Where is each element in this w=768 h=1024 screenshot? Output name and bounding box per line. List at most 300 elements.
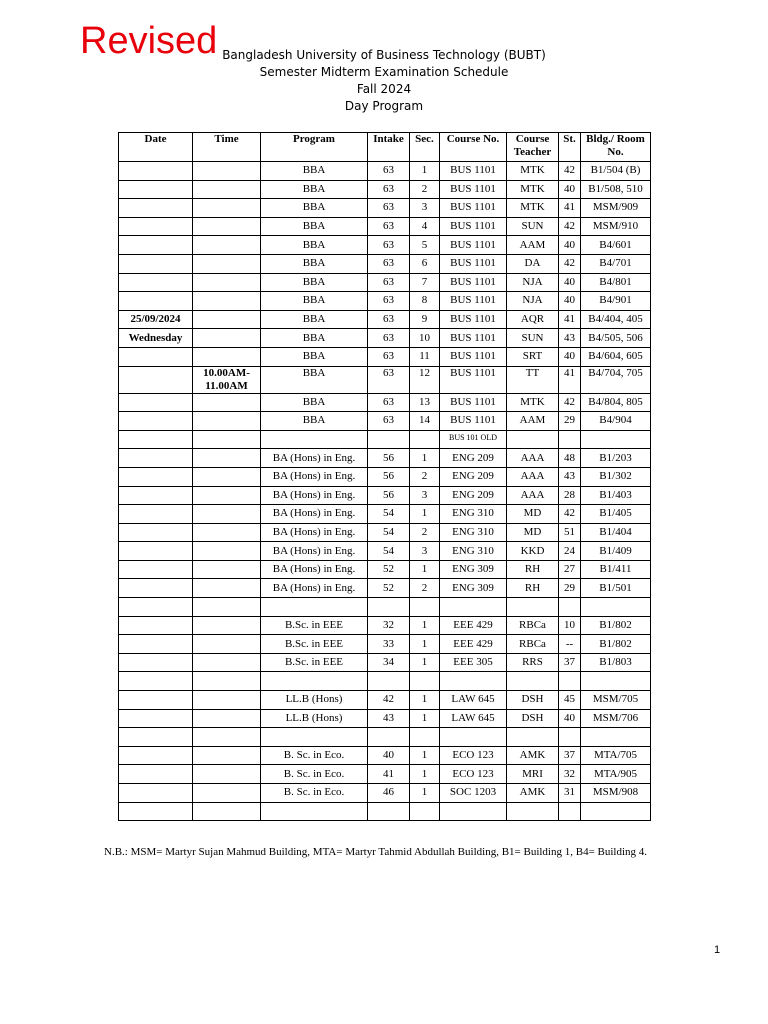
cell-room: B1/302 xyxy=(581,467,651,486)
cell-room: MSM/908 xyxy=(581,784,651,803)
cell-room: B1/802 xyxy=(581,616,651,635)
cell-time xyxy=(193,784,261,803)
cell-section: 3 xyxy=(410,542,440,561)
cell-teacher: RBCa xyxy=(507,616,559,635)
cell-program: BBA xyxy=(261,412,368,431)
cell-section xyxy=(410,430,440,449)
cell-time xyxy=(193,616,261,635)
cell-intake: 52 xyxy=(368,560,410,579)
cell-date xyxy=(119,393,193,412)
table-row xyxy=(119,784,651,803)
table-row xyxy=(119,635,651,654)
cell-date xyxy=(119,236,193,255)
cell-teacher: MTK xyxy=(507,199,559,218)
cell-program: BBA xyxy=(261,254,368,273)
cell-time xyxy=(193,523,261,542)
cell-program: BA (Hons) in Eng. xyxy=(261,486,368,505)
cell-date xyxy=(119,467,193,486)
cell-room: B1/501 xyxy=(581,579,651,598)
cell-intake: 54 xyxy=(368,505,410,524)
cell-room xyxy=(581,728,651,747)
cell-program xyxy=(261,802,368,821)
cell-course-no: BUS 1101 xyxy=(440,217,507,236)
cell-date xyxy=(119,616,193,635)
cell-date xyxy=(119,653,193,672)
cell-intake: 63 xyxy=(368,347,410,366)
cell-program: BA (Hons) in Eng. xyxy=(261,505,368,524)
cell-room: MSM/705 xyxy=(581,691,651,710)
table-row xyxy=(119,505,651,524)
cell-date xyxy=(119,505,193,524)
cell-students: 40 xyxy=(559,236,581,255)
cell-time: 10.00AM-11.00AM xyxy=(193,366,261,393)
cell-students: 28 xyxy=(559,486,581,505)
cell-teacher xyxy=(507,672,559,691)
cell-time xyxy=(193,598,261,617)
cell-section: 1 xyxy=(410,784,440,803)
cell-students: 51 xyxy=(559,523,581,542)
cell-students: 43 xyxy=(559,467,581,486)
cell-teacher: AAA xyxy=(507,486,559,505)
cell-date: 25/09/2024 xyxy=(119,310,193,329)
col-header-time: Time xyxy=(193,133,261,162)
cell-time xyxy=(193,560,261,579)
table-row xyxy=(119,560,651,579)
cell-course-no xyxy=(440,728,507,747)
cell-students: 48 xyxy=(559,449,581,468)
col-header-course-no: Course No. xyxy=(440,133,507,162)
cell-intake: 63 xyxy=(368,366,410,393)
cell-program: B. Sc. in Eco. xyxy=(261,746,368,765)
cell-date xyxy=(119,728,193,747)
cell-students xyxy=(559,728,581,747)
cell-teacher: NJA xyxy=(507,292,559,311)
cell-time xyxy=(193,486,261,505)
cell-room xyxy=(581,430,651,449)
cell-intake: 54 xyxy=(368,523,410,542)
table-row xyxy=(119,347,651,366)
col-header-program: Program xyxy=(261,133,368,162)
table-row xyxy=(119,598,651,617)
table-row xyxy=(119,746,651,765)
footnote: N.B.: MSM= Martyr Sujan Mahmud Building, MTA= Martyr Tahmid Abdullah Building, B1= Building 1, B4= Building 4. xyxy=(104,846,648,858)
cell-program: BBA xyxy=(261,217,368,236)
university-name: Bangladesh University of Business Technology (BUBT) xyxy=(222,48,546,62)
cell-course-no xyxy=(440,802,507,821)
cell-teacher: NJA xyxy=(507,273,559,292)
cell-time xyxy=(193,542,261,561)
cell-intake: 40 xyxy=(368,746,410,765)
cell-time xyxy=(193,393,261,412)
cell-room: B4/804, 805 xyxy=(581,393,651,412)
cell-program xyxy=(261,430,368,449)
cell-teacher: DSH xyxy=(507,691,559,710)
cell-teacher: SUN xyxy=(507,329,559,348)
cell-students xyxy=(559,430,581,449)
table-row xyxy=(119,467,651,486)
cell-intake: 46 xyxy=(368,784,410,803)
cell-program xyxy=(261,672,368,691)
cell-section xyxy=(410,728,440,747)
cell-course-no: LAW 645 xyxy=(440,691,507,710)
cell-room: B4/701 xyxy=(581,254,651,273)
page-number: 1 xyxy=(714,944,721,956)
cell-room: B4/904 xyxy=(581,412,651,431)
cell-teacher: AQR xyxy=(507,310,559,329)
cell-course-no: BUS 1101 xyxy=(440,162,507,181)
cell-time xyxy=(193,653,261,672)
cell-students: 29 xyxy=(559,579,581,598)
cell-time xyxy=(193,199,261,218)
cell-course-no: ECO 123 xyxy=(440,765,507,784)
cell-program: BBA xyxy=(261,347,368,366)
cell-students: 43 xyxy=(559,329,581,348)
cell-date xyxy=(119,199,193,218)
cell-program: BBA xyxy=(261,292,368,311)
cell-room: MTA/905 xyxy=(581,765,651,784)
table-header-row xyxy=(119,133,651,162)
cell-program: BBA xyxy=(261,162,368,181)
cell-intake: 63 xyxy=(368,292,410,311)
term-label: Fall 2024 xyxy=(356,82,412,96)
cell-room: B4/601 xyxy=(581,236,651,255)
cell-time xyxy=(193,691,261,710)
cell-teacher: RH xyxy=(507,560,559,579)
cell-students: 42 xyxy=(559,505,581,524)
cell-time xyxy=(193,217,261,236)
cell-teacher xyxy=(507,728,559,747)
table-row xyxy=(119,292,651,311)
cell-room: B4/404, 405 xyxy=(581,310,651,329)
cell-course-no: SOC 1203 xyxy=(440,784,507,803)
cell-students: 37 xyxy=(559,653,581,672)
cell-section: 1 xyxy=(410,162,440,181)
cell-date xyxy=(119,560,193,579)
table-row xyxy=(119,180,651,199)
cell-teacher: KKD xyxy=(507,542,559,561)
table-row xyxy=(119,728,651,747)
cell-course-no: ENG 209 xyxy=(440,467,507,486)
cell-intake: 63 xyxy=(368,254,410,273)
cell-time xyxy=(193,162,261,181)
cell-intake: 42 xyxy=(368,691,410,710)
cell-students xyxy=(559,598,581,617)
cell-time xyxy=(193,254,261,273)
cell-course-no: EEE 429 xyxy=(440,616,507,635)
cell-section: 1 xyxy=(410,635,440,654)
cell-program: BBA xyxy=(261,366,368,393)
cell-intake xyxy=(368,672,410,691)
cell-section: 6 xyxy=(410,254,440,273)
cell-time xyxy=(193,579,261,598)
table-row xyxy=(119,691,651,710)
cell-date xyxy=(119,273,193,292)
cell-course-no xyxy=(440,672,507,691)
cell-room: B1/405 xyxy=(581,505,651,524)
cell-intake: 63 xyxy=(368,273,410,292)
cell-course-no: ENG 310 xyxy=(440,505,507,524)
cell-students: 40 xyxy=(559,709,581,728)
cell-section: 1 xyxy=(410,746,440,765)
cell-teacher: MD xyxy=(507,523,559,542)
cell-intake: 33 xyxy=(368,635,410,654)
cell-intake: 63 xyxy=(368,310,410,329)
cell-teacher: DSH xyxy=(507,709,559,728)
cell-teacher xyxy=(507,802,559,821)
cell-room: B1/203 xyxy=(581,449,651,468)
cell-time xyxy=(193,802,261,821)
cell-teacher: SUN xyxy=(507,217,559,236)
cell-intake: 41 xyxy=(368,765,410,784)
cell-date xyxy=(119,765,193,784)
cell-students: 41 xyxy=(559,310,581,329)
cell-course-no: ENG 309 xyxy=(440,579,507,598)
cell-teacher: SRT xyxy=(507,347,559,366)
col-header-room: Bldg./ Room No. xyxy=(581,133,651,162)
cell-date xyxy=(119,523,193,542)
cell-students: 40 xyxy=(559,180,581,199)
cell-program: BA (Hons) in Eng. xyxy=(261,467,368,486)
cell-program: BBA xyxy=(261,310,368,329)
table-row xyxy=(119,523,651,542)
cell-room: MTA/705 xyxy=(581,746,651,765)
cell-section: 13 xyxy=(410,393,440,412)
cell-date xyxy=(119,542,193,561)
cell-room: B4/901 xyxy=(581,292,651,311)
cell-time xyxy=(193,180,261,199)
cell-intake: 63 xyxy=(368,217,410,236)
cell-room: MSM/706 xyxy=(581,709,651,728)
cell-room: B4/801 xyxy=(581,273,651,292)
cell-intake: 56 xyxy=(368,467,410,486)
cell-course-no: BUS 1101 xyxy=(440,292,507,311)
cell-section: 10 xyxy=(410,329,440,348)
cell-section xyxy=(410,598,440,617)
cell-date xyxy=(119,180,193,199)
cell-program xyxy=(261,728,368,747)
cell-course-no: BUS 1101 xyxy=(440,254,507,273)
cell-teacher xyxy=(507,598,559,617)
cell-program: BBA xyxy=(261,329,368,348)
cell-intake xyxy=(368,598,410,617)
table-row xyxy=(119,254,651,273)
cell-time xyxy=(193,273,261,292)
table-row xyxy=(119,310,651,329)
cell-intake: 63 xyxy=(368,393,410,412)
cell-time xyxy=(193,292,261,311)
cell-date xyxy=(119,486,193,505)
cell-teacher: AAA xyxy=(507,467,559,486)
cell-program: BA (Hons) in Eng. xyxy=(261,523,368,542)
cell-room: MSM/909 xyxy=(581,199,651,218)
cell-room: B4/704, 705 xyxy=(581,366,651,393)
cell-teacher: AMK xyxy=(507,784,559,803)
cell-students xyxy=(559,672,581,691)
cell-students: 24 xyxy=(559,542,581,561)
cell-date xyxy=(119,292,193,311)
cell-time xyxy=(193,505,261,524)
cell-date xyxy=(119,366,193,393)
cell-students: 40 xyxy=(559,273,581,292)
cell-students: 40 xyxy=(559,347,581,366)
table-row xyxy=(119,709,651,728)
col-header-students: St. xyxy=(559,133,581,162)
cell-program: BA (Hons) in Eng. xyxy=(261,542,368,561)
cell-program: LL.B (Hons) xyxy=(261,691,368,710)
cell-students: 27 xyxy=(559,560,581,579)
cell-date xyxy=(119,672,193,691)
cell-teacher: RBCa xyxy=(507,635,559,654)
cell-section: 3 xyxy=(410,199,440,218)
cell-section: 2 xyxy=(410,523,440,542)
cell-date xyxy=(119,784,193,803)
cell-date xyxy=(119,802,193,821)
col-header-course-teacher: Course Teacher xyxy=(507,133,559,162)
cell-program: BBA xyxy=(261,273,368,292)
cell-intake: 52 xyxy=(368,579,410,598)
cell-program: BBA xyxy=(261,199,368,218)
cell-section: 11 xyxy=(410,347,440,366)
cell-room: B1/802 xyxy=(581,635,651,654)
cell-students xyxy=(559,802,581,821)
cell-time xyxy=(193,765,261,784)
cell-section: 1 xyxy=(410,505,440,524)
cell-section: 2 xyxy=(410,467,440,486)
cell-date xyxy=(119,162,193,181)
cell-students: 32 xyxy=(559,765,581,784)
cell-date xyxy=(119,449,193,468)
cell-room: B1/403 xyxy=(581,486,651,505)
cell-intake: 63 xyxy=(368,412,410,431)
cell-intake xyxy=(368,802,410,821)
cell-teacher: AAM xyxy=(507,236,559,255)
cell-students: 45 xyxy=(559,691,581,710)
table-row xyxy=(119,366,651,393)
cell-date xyxy=(119,746,193,765)
cell-time xyxy=(193,728,261,747)
cell-section: 14 xyxy=(410,412,440,431)
cell-section: 8 xyxy=(410,292,440,311)
cell-teacher: AAM xyxy=(507,412,559,431)
cell-course-no: ENG 310 xyxy=(440,542,507,561)
cell-program xyxy=(261,598,368,617)
table-row xyxy=(119,616,651,635)
cell-program: LL.B (Hons) xyxy=(261,709,368,728)
cell-teacher xyxy=(507,430,559,449)
cell-course-no: ENG 310 xyxy=(440,523,507,542)
cell-program: B.Sc. in EEE xyxy=(261,653,368,672)
table-body xyxy=(119,162,651,821)
cell-course-no: BUS 1101 xyxy=(440,180,507,199)
cell-course-no: BUS 1101 xyxy=(440,393,507,412)
cell-time xyxy=(193,467,261,486)
cell-course-no: BUS 1101 xyxy=(440,412,507,431)
cell-program: BA (Hons) in Eng. xyxy=(261,560,368,579)
cell-course-no: BUS 1101 xyxy=(440,329,507,348)
cell-time xyxy=(193,449,261,468)
cell-section: 1 xyxy=(410,653,440,672)
col-header-section: Sec. xyxy=(410,133,440,162)
cell-room: B1/404 xyxy=(581,523,651,542)
table-row xyxy=(119,393,651,412)
cell-course-no: EEE 429 xyxy=(440,635,507,654)
cell-intake: 63 xyxy=(368,329,410,348)
program-label: Day Program xyxy=(344,99,424,113)
cell-time xyxy=(193,329,261,348)
cell-course-no xyxy=(440,598,507,617)
schedule-title: Semester Midterm Examination Schedule xyxy=(259,65,509,79)
cell-students: -- xyxy=(559,635,581,654)
cell-teacher: MD xyxy=(507,505,559,524)
cell-course-no: BUS 1101 xyxy=(440,366,507,393)
cell-teacher: DA xyxy=(507,254,559,273)
cell-teacher: AMK xyxy=(507,746,559,765)
cell-room: B1/504 (B) xyxy=(581,162,651,181)
cell-intake: 32 xyxy=(368,616,410,635)
cell-course-no: LAW 645 xyxy=(440,709,507,728)
cell-program: B. Sc. in Eco. xyxy=(261,765,368,784)
cell-course-no: BUS 1101 xyxy=(440,273,507,292)
cell-intake: 56 xyxy=(368,449,410,468)
cell-students: 37 xyxy=(559,746,581,765)
cell-section: 1 xyxy=(410,691,440,710)
cell-room: B4/604, 605 xyxy=(581,347,651,366)
table-row xyxy=(119,486,651,505)
table-row xyxy=(119,579,651,598)
cell-intake: 63 xyxy=(368,180,410,199)
table-row xyxy=(119,802,651,821)
exam-schedule-table xyxy=(118,132,651,821)
cell-date xyxy=(119,430,193,449)
col-header-date: Date xyxy=(119,133,193,162)
table-row xyxy=(119,430,651,449)
table-row xyxy=(119,273,651,292)
table-row xyxy=(119,672,651,691)
cell-intake: 34 xyxy=(368,653,410,672)
cell-date xyxy=(119,217,193,236)
cell-intake: 54 xyxy=(368,542,410,561)
cell-teacher: RRS xyxy=(507,653,559,672)
cell-program: B.Sc. in EEE xyxy=(261,635,368,654)
cell-course-no: BUS 1101 xyxy=(440,236,507,255)
cell-program: B.Sc. in EEE xyxy=(261,616,368,635)
cell-section xyxy=(410,672,440,691)
cell-time xyxy=(193,672,261,691)
cell-intake xyxy=(368,430,410,449)
cell-date xyxy=(119,691,193,710)
cell-students: 42 xyxy=(559,254,581,273)
cell-section: 1 xyxy=(410,560,440,579)
cell-section: 2 xyxy=(410,579,440,598)
cell-date xyxy=(119,254,193,273)
table-row xyxy=(119,236,651,255)
cell-section: 12 xyxy=(410,366,440,393)
cell-room: MSM/910 xyxy=(581,217,651,236)
cell-students: 42 xyxy=(559,217,581,236)
cell-course-no: BUS 101 OLD xyxy=(440,430,507,449)
cell-course-no: ENG 209 xyxy=(440,486,507,505)
cell-time xyxy=(193,430,261,449)
cell-teacher: MTK xyxy=(507,180,559,199)
col-header-intake: Intake xyxy=(368,133,410,162)
cell-time xyxy=(193,412,261,431)
cell-students: 40 xyxy=(559,292,581,311)
cell-program: BA (Hons) in Eng. xyxy=(261,579,368,598)
cell-section: 3 xyxy=(410,486,440,505)
cell-students: 10 xyxy=(559,616,581,635)
cell-students: 42 xyxy=(559,393,581,412)
cell-students: 29 xyxy=(559,412,581,431)
